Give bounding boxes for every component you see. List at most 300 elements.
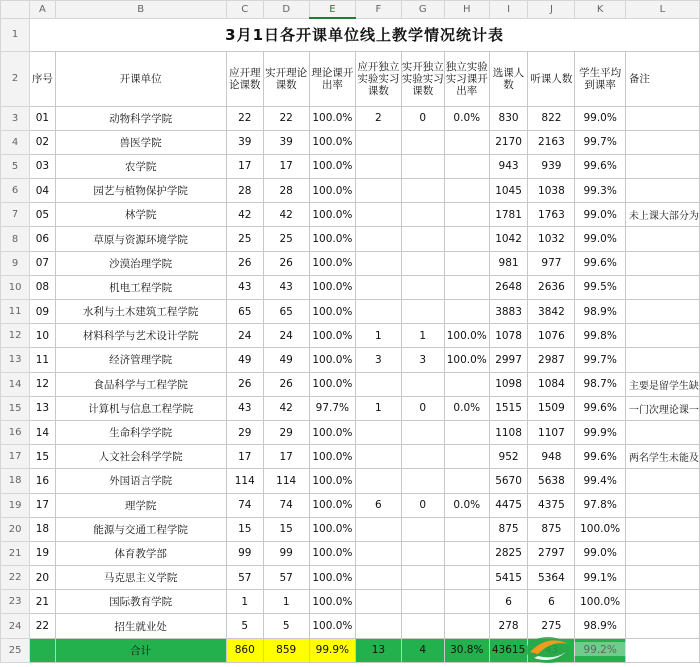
data-cell[interactable]: 1 <box>263 590 309 614</box>
data-cell[interactable] <box>625 275 699 299</box>
data-cell[interactable] <box>401 275 444 299</box>
data-cell[interactable]: 0 <box>401 396 444 420</box>
row-header-18[interactable]: 18 <box>1 469 30 493</box>
data-cell[interactable]: 22 <box>226 106 263 130</box>
data-cell[interactable] <box>444 203 489 227</box>
row-header-5[interactable]: 5 <box>1 154 30 178</box>
column-header-a[interactable]: A <box>30 1 55 19</box>
data-cell[interactable] <box>444 566 489 590</box>
data-cell[interactable]: 99.0% <box>575 541 626 565</box>
data-cell[interactable]: 1763 <box>528 203 575 227</box>
data-cell[interactable]: 29 <box>226 420 263 444</box>
data-cell[interactable]: 1781 <box>489 203 528 227</box>
data-cell[interactable] <box>625 493 699 517</box>
data-cell[interactable] <box>401 130 444 154</box>
data-cell[interactable] <box>356 300 401 324</box>
data-cell[interactable]: 99.7% <box>575 130 626 154</box>
data-cell[interactable]: 74 <box>226 493 263 517</box>
data-cell[interactable]: 草原与资源环境学院 <box>55 227 226 251</box>
total-cell[interactable]: 860 <box>226 638 263 662</box>
row-header-6[interactable]: 6 <box>1 179 30 203</box>
data-cell[interactable] <box>401 541 444 565</box>
row-header-23[interactable]: 23 <box>1 590 30 614</box>
data-cell[interactable]: 97.7% <box>309 396 356 420</box>
data-cell[interactable]: 99.3% <box>575 179 626 203</box>
row-header-21[interactable]: 21 <box>1 541 30 565</box>
data-cell[interactable]: 99.5% <box>575 275 626 299</box>
data-cell[interactable]: 外国语言学院 <box>55 469 226 493</box>
data-cell[interactable]: 39 <box>263 130 309 154</box>
data-cell[interactable]: 1 <box>226 590 263 614</box>
data-cell[interactable]: 17 <box>226 445 263 469</box>
column-header-g[interactable]: G <box>401 1 444 19</box>
data-cell[interactable]: 5364 <box>528 566 575 590</box>
header-cell[interactable]: 学生平均到课率 <box>575 51 626 106</box>
data-cell[interactable]: 97.8% <box>575 493 626 517</box>
row-header-8[interactable]: 8 <box>1 227 30 251</box>
data-cell[interactable]: 99.1% <box>575 566 626 590</box>
data-cell[interactable]: 2163 <box>528 130 575 154</box>
data-cell[interactable]: 5638 <box>528 469 575 493</box>
data-cell[interactable]: 1509 <box>528 396 575 420</box>
data-cell[interactable]: 99.0% <box>575 227 626 251</box>
data-cell[interactable] <box>444 445 489 469</box>
row-header-1[interactable]: 1 <box>1 18 30 51</box>
data-cell[interactable]: 100.0% <box>309 348 356 372</box>
data-cell[interactable]: 28 <box>263 179 309 203</box>
data-cell[interactable]: 5415 <box>489 566 528 590</box>
column-header-l[interactable]: L <box>625 1 699 19</box>
data-cell[interactable] <box>401 420 444 444</box>
column-header-d[interactable]: D <box>263 1 309 19</box>
data-cell[interactable]: 100.0% <box>309 566 356 590</box>
data-cell[interactable]: 100.0% <box>309 590 356 614</box>
header-cell[interactable]: 实开独立实验实习课数 <box>401 51 444 106</box>
data-cell[interactable]: 15 <box>30 445 55 469</box>
row-header-15[interactable]: 15 <box>1 396 30 420</box>
data-cell[interactable]: 0 <box>401 493 444 517</box>
data-cell[interactable] <box>401 179 444 203</box>
data-cell[interactable]: 1038 <box>528 179 575 203</box>
data-cell[interactable]: 0 <box>401 106 444 130</box>
data-cell[interactable] <box>356 251 401 275</box>
data-cell[interactable]: 1107 <box>528 420 575 444</box>
data-cell[interactable] <box>444 420 489 444</box>
total-label[interactable]: 合计 <box>55 638 226 662</box>
data-cell[interactable]: 体育教学部 <box>55 541 226 565</box>
data-cell[interactable]: 74 <box>263 493 309 517</box>
data-cell[interactable]: 28 <box>226 179 263 203</box>
data-cell[interactable]: 99.7% <box>575 348 626 372</box>
data-cell[interactable] <box>356 275 401 299</box>
data-cell[interactable]: 65 <box>263 300 309 324</box>
data-cell[interactable]: 11 <box>30 348 55 372</box>
row-header-2[interactable]: 2 <box>1 51 30 106</box>
data-cell[interactable]: 5670 <box>489 469 528 493</box>
data-cell[interactable]: 6 <box>528 590 575 614</box>
data-cell[interactable]: 动物科学学院 <box>55 106 226 130</box>
data-cell[interactable]: 经济管理学院 <box>55 348 226 372</box>
data-cell[interactable]: 2636 <box>528 275 575 299</box>
data-cell[interactable]: 100.0% <box>575 590 626 614</box>
data-cell[interactable] <box>401 566 444 590</box>
data-cell[interactable]: 25 <box>263 227 309 251</box>
data-cell[interactable] <box>625 179 699 203</box>
data-cell[interactable]: 100.0% <box>309 324 356 348</box>
data-cell[interactable] <box>356 614 401 638</box>
data-cell[interactable] <box>401 227 444 251</box>
data-cell[interactable]: 1108 <box>489 420 528 444</box>
data-cell[interactable] <box>625 300 699 324</box>
data-cell[interactable]: 1042 <box>489 227 528 251</box>
row-header-16[interactable]: 16 <box>1 420 30 444</box>
data-cell[interactable]: 99 <box>263 541 309 565</box>
data-cell[interactable]: 2170 <box>489 130 528 154</box>
data-cell[interactable] <box>401 590 444 614</box>
column-header-j[interactable]: J <box>528 1 575 19</box>
row-header-22[interactable]: 22 <box>1 566 30 590</box>
data-cell[interactable] <box>444 372 489 396</box>
data-cell[interactable] <box>625 154 699 178</box>
data-cell[interactable]: 06 <box>30 227 55 251</box>
data-cell[interactable]: 57 <box>226 566 263 590</box>
row-header-11[interactable]: 11 <box>1 300 30 324</box>
data-cell[interactable]: 43 <box>263 275 309 299</box>
data-cell[interactable] <box>625 106 699 130</box>
data-cell[interactable] <box>356 372 401 396</box>
data-cell[interactable]: 09 <box>30 300 55 324</box>
data-cell[interactable]: 99.9% <box>575 420 626 444</box>
total-cell[interactable]: 30.8% <box>444 638 489 662</box>
data-cell[interactable] <box>625 227 699 251</box>
data-cell[interactable]: 100.0% <box>309 300 356 324</box>
data-cell[interactable] <box>356 566 401 590</box>
data-cell[interactable] <box>356 469 401 493</box>
data-cell[interactable]: 22 <box>30 614 55 638</box>
data-cell[interactable]: 3 <box>401 348 444 372</box>
data-cell[interactable]: 机电工程学院 <box>55 275 226 299</box>
data-cell[interactable]: 0.0% <box>444 493 489 517</box>
row-header-24[interactable]: 24 <box>1 614 30 638</box>
total-cell[interactable]: 859 <box>263 638 309 662</box>
data-cell[interactable]: 100.0% <box>309 251 356 275</box>
data-cell[interactable]: 15 <box>263 517 309 541</box>
row-header-7[interactable]: 7 <box>1 203 30 227</box>
data-cell[interactable]: 21 <box>30 590 55 614</box>
data-cell[interactable] <box>444 130 489 154</box>
data-cell[interactable]: 14 <box>30 420 55 444</box>
total-cell[interactable]: 13 <box>356 638 401 662</box>
data-cell[interactable]: 100.0% <box>309 154 356 178</box>
data-cell[interactable] <box>444 469 489 493</box>
data-cell[interactable]: 1 <box>401 324 444 348</box>
data-cell[interactable]: 43 <box>226 396 263 420</box>
data-cell[interactable]: 22 <box>263 106 309 130</box>
data-cell[interactable]: 1078 <box>489 324 528 348</box>
data-cell[interactable]: 6 <box>356 493 401 517</box>
row-header-17[interactable]: 17 <box>1 445 30 469</box>
data-cell[interactable]: 未上课大部分为 <box>625 203 699 227</box>
data-cell[interactable] <box>625 420 699 444</box>
data-cell[interactable] <box>401 469 444 493</box>
data-cell[interactable]: 948 <box>528 445 575 469</box>
data-cell[interactable] <box>625 251 699 275</box>
data-cell[interactable]: 100.0% <box>444 324 489 348</box>
data-cell[interactable] <box>444 251 489 275</box>
data-cell[interactable]: 99.6% <box>575 251 626 275</box>
header-cell[interactable]: 应开理论课数 <box>226 51 263 106</box>
data-cell[interactable] <box>444 227 489 251</box>
data-cell[interactable] <box>356 154 401 178</box>
data-cell[interactable]: 农学院 <box>55 154 226 178</box>
data-cell[interactable]: 100.0% <box>309 614 356 638</box>
data-cell[interactable]: 5 <box>263 614 309 638</box>
data-cell[interactable]: 114 <box>263 469 309 493</box>
data-cell[interactable]: 43 <box>226 275 263 299</box>
column-header-e[interactable]: E <box>309 1 356 19</box>
data-cell[interactable]: 15 <box>226 517 263 541</box>
data-cell[interactable]: 939 <box>528 154 575 178</box>
row-header-19[interactable]: 19 <box>1 493 30 517</box>
data-cell[interactable]: 26 <box>263 251 309 275</box>
data-cell[interactable]: 17 <box>263 445 309 469</box>
data-cell[interactable]: 114 <box>226 469 263 493</box>
data-cell[interactable]: 主要是留学生缺 <box>625 372 699 396</box>
row-header-25[interactable]: 25 <box>1 638 30 662</box>
data-cell[interactable] <box>401 445 444 469</box>
header-cell[interactable]: 独立实验实习课开出率 <box>444 51 489 106</box>
header-cell[interactable]: 理论课开出率 <box>309 51 356 106</box>
data-cell[interactable]: 42 <box>263 203 309 227</box>
data-cell[interactable] <box>625 469 699 493</box>
data-cell[interactable]: 4375 <box>528 493 575 517</box>
data-cell[interactable]: 人文社会科学学院 <box>55 445 226 469</box>
data-cell[interactable]: 计算机与信息工程学院 <box>55 396 226 420</box>
data-cell[interactable]: 25 <box>226 227 263 251</box>
data-cell[interactable]: 1515 <box>489 396 528 420</box>
column-header-h[interactable]: H <box>444 1 489 19</box>
column-header-i[interactable]: I <box>489 1 528 19</box>
total-cell[interactable]: 99.9% <box>309 638 356 662</box>
data-cell[interactable]: 42 <box>226 203 263 227</box>
data-cell[interactable] <box>401 203 444 227</box>
data-cell[interactable]: 2997 <box>489 348 528 372</box>
data-cell[interactable] <box>356 130 401 154</box>
data-cell[interactable] <box>444 614 489 638</box>
data-cell[interactable] <box>356 517 401 541</box>
data-cell[interactable]: 100.0% <box>309 130 356 154</box>
data-cell[interactable]: 99.0% <box>575 203 626 227</box>
data-cell[interactable]: 99.0% <box>575 106 626 130</box>
data-cell[interactable]: 24 <box>263 324 309 348</box>
data-cell[interactable]: 1084 <box>528 372 575 396</box>
data-cell[interactable]: 100.0% <box>309 420 356 444</box>
data-cell[interactable]: 98.9% <box>575 300 626 324</box>
data-cell[interactable]: 100.0% <box>309 179 356 203</box>
data-cell[interactable]: 98.9% <box>575 614 626 638</box>
data-cell[interactable]: 4475 <box>489 493 528 517</box>
data-cell[interactable]: 875 <box>489 517 528 541</box>
data-cell[interactable]: 17 <box>263 154 309 178</box>
header-cell[interactable]: 听课人数 <box>528 51 575 106</box>
data-cell[interactable] <box>625 324 699 348</box>
data-cell[interactable] <box>401 251 444 275</box>
data-cell[interactable]: 24 <box>226 324 263 348</box>
data-cell[interactable]: 马克思主义学院 <box>55 566 226 590</box>
data-cell[interactable]: 理学院 <box>55 493 226 517</box>
data-cell[interactable]: 875 <box>528 517 575 541</box>
data-cell[interactable]: 0.0% <box>444 396 489 420</box>
data-cell[interactable]: 2 <box>356 106 401 130</box>
data-cell[interactable]: 99 <box>226 541 263 565</box>
data-cell[interactable]: 生命科学学院 <box>55 420 226 444</box>
row-header-12[interactable]: 12 <box>1 324 30 348</box>
data-cell[interactable]: 822 <box>528 106 575 130</box>
data-cell[interactable]: 1045 <box>489 179 528 203</box>
data-cell[interactable]: 100.0% <box>309 227 356 251</box>
data-cell[interactable] <box>356 541 401 565</box>
data-cell[interactable] <box>625 348 699 372</box>
data-cell[interactable] <box>444 179 489 203</box>
data-cell[interactable]: 2648 <box>489 275 528 299</box>
data-cell[interactable]: 02 <box>30 130 55 154</box>
row-header-10[interactable]: 10 <box>1 275 30 299</box>
data-cell[interactable]: 26 <box>226 372 263 396</box>
column-header-c[interactable]: C <box>226 1 263 19</box>
data-cell[interactable] <box>625 590 699 614</box>
data-cell[interactable]: 100.0% <box>309 372 356 396</box>
data-cell[interactable]: 17 <box>226 154 263 178</box>
data-cell[interactable]: 17 <box>30 493 55 517</box>
data-cell[interactable]: 10 <box>30 324 55 348</box>
data-cell[interactable]: 98.7% <box>575 372 626 396</box>
data-cell[interactable]: 05 <box>30 203 55 227</box>
data-cell[interactable] <box>401 517 444 541</box>
data-cell[interactable]: 99.4% <box>575 469 626 493</box>
data-cell[interactable]: 1 <box>356 324 401 348</box>
data-cell[interactable] <box>444 300 489 324</box>
total-cell[interactable]: 99.2% <box>575 638 626 662</box>
data-cell[interactable]: 能源与交通工程学院 <box>55 517 226 541</box>
data-cell[interactable]: 04 <box>30 179 55 203</box>
data-cell[interactable] <box>356 227 401 251</box>
data-cell[interactable]: 3883 <box>489 300 528 324</box>
data-cell[interactable]: 977 <box>528 251 575 275</box>
data-cell[interactable]: 278 <box>489 614 528 638</box>
data-cell[interactable]: 952 <box>489 445 528 469</box>
data-cell[interactable] <box>625 566 699 590</box>
data-cell[interactable]: 2825 <box>489 541 528 565</box>
header-cell[interactable]: 备注 <box>625 51 699 106</box>
data-cell[interactable]: 100.0% <box>309 469 356 493</box>
row-header-4[interactable]: 4 <box>1 130 30 154</box>
data-cell[interactable] <box>356 179 401 203</box>
data-cell[interactable]: 100.0% <box>309 541 356 565</box>
data-cell[interactable]: 12 <box>30 372 55 396</box>
data-cell[interactable]: 13 <box>30 396 55 420</box>
data-cell[interactable]: 3842 <box>528 300 575 324</box>
data-cell[interactable]: 18 <box>30 517 55 541</box>
data-cell[interactable] <box>444 154 489 178</box>
data-cell[interactable]: 19 <box>30 541 55 565</box>
data-cell[interactable] <box>444 275 489 299</box>
row-header-20[interactable]: 20 <box>1 517 30 541</box>
row-header-14[interactable]: 14 <box>1 372 30 396</box>
data-cell[interactable]: 29 <box>263 420 309 444</box>
total-cell[interactable]: 43615 <box>489 638 528 662</box>
data-cell[interactable]: 5 <box>226 614 263 638</box>
data-cell[interactable]: 3 <box>356 348 401 372</box>
data-cell[interactable]: 20 <box>30 566 55 590</box>
data-cell[interactable]: 07 <box>30 251 55 275</box>
header-cell[interactable]: 应开独立实验实习课数 <box>356 51 401 106</box>
data-cell[interactable]: 2797 <box>528 541 575 565</box>
data-cell[interactable]: 01 <box>30 106 55 130</box>
data-cell[interactable]: 一门次理论课一 <box>625 396 699 420</box>
data-cell[interactable]: 100.0% <box>309 517 356 541</box>
data-cell[interactable]: 两名学生未能及 <box>625 445 699 469</box>
row-header-3[interactable]: 3 <box>1 106 30 130</box>
data-cell[interactable]: 园艺与植物保护学院 <box>55 179 226 203</box>
data-cell[interactable]: 49 <box>226 348 263 372</box>
header-cell[interactable]: 序号 <box>30 51 55 106</box>
data-cell[interactable]: 1032 <box>528 227 575 251</box>
data-cell[interactable]: 兽医学院 <box>55 130 226 154</box>
data-cell[interactable]: 981 <box>489 251 528 275</box>
data-cell[interactable] <box>401 614 444 638</box>
data-cell[interactable]: 03 <box>30 154 55 178</box>
total-cell[interactable]: 4 <box>401 638 444 662</box>
data-cell[interactable]: 99.6% <box>575 445 626 469</box>
data-cell[interactable]: 39 <box>226 130 263 154</box>
data-cell[interactable]: 99.6% <box>575 396 626 420</box>
data-cell[interactable] <box>356 203 401 227</box>
data-cell[interactable] <box>444 590 489 614</box>
data-cell[interactable]: 100.0% <box>309 106 356 130</box>
data-cell[interactable]: 100.0% <box>309 493 356 517</box>
data-cell[interactable] <box>356 420 401 444</box>
data-cell[interactable] <box>356 590 401 614</box>
data-cell[interactable]: 1076 <box>528 324 575 348</box>
data-cell[interactable]: 100.0% <box>309 445 356 469</box>
data-cell[interactable] <box>356 445 401 469</box>
row-header-9[interactable]: 9 <box>1 251 30 275</box>
data-cell[interactable]: 42 <box>263 396 309 420</box>
sheet-title[interactable]: 3月1日各开课单位线上教学情况统计表 <box>30 18 700 51</box>
data-cell[interactable] <box>401 300 444 324</box>
column-header-b[interactable]: B <box>55 1 226 19</box>
data-cell[interactable]: 1098 <box>489 372 528 396</box>
data-cell[interactable] <box>401 154 444 178</box>
header-cell[interactable]: 实开理论课数 <box>263 51 309 106</box>
data-cell[interactable] <box>625 517 699 541</box>
data-cell[interactable]: 26 <box>226 251 263 275</box>
data-cell[interactable]: 0.0% <box>444 106 489 130</box>
data-cell[interactable]: 水利与土木建筑工程学院 <box>55 300 226 324</box>
header-cell[interactable]: 开课单位 <box>55 51 226 106</box>
data-cell[interactable]: 国际教育学院 <box>55 590 226 614</box>
data-cell[interactable]: 100.0% <box>444 348 489 372</box>
row-header-13[interactable]: 13 <box>1 348 30 372</box>
data-cell[interactable]: 食品科学与工程学院 <box>55 372 226 396</box>
data-cell[interactable]: 57 <box>263 566 309 590</box>
column-header-k[interactable]: K <box>575 1 626 19</box>
data-cell[interactable] <box>625 130 699 154</box>
data-cell[interactable] <box>625 541 699 565</box>
data-cell[interactable]: 沙漠治理学院 <box>55 251 226 275</box>
data-cell[interactable]: 6 <box>489 590 528 614</box>
data-cell[interactable]: 99.6% <box>575 154 626 178</box>
